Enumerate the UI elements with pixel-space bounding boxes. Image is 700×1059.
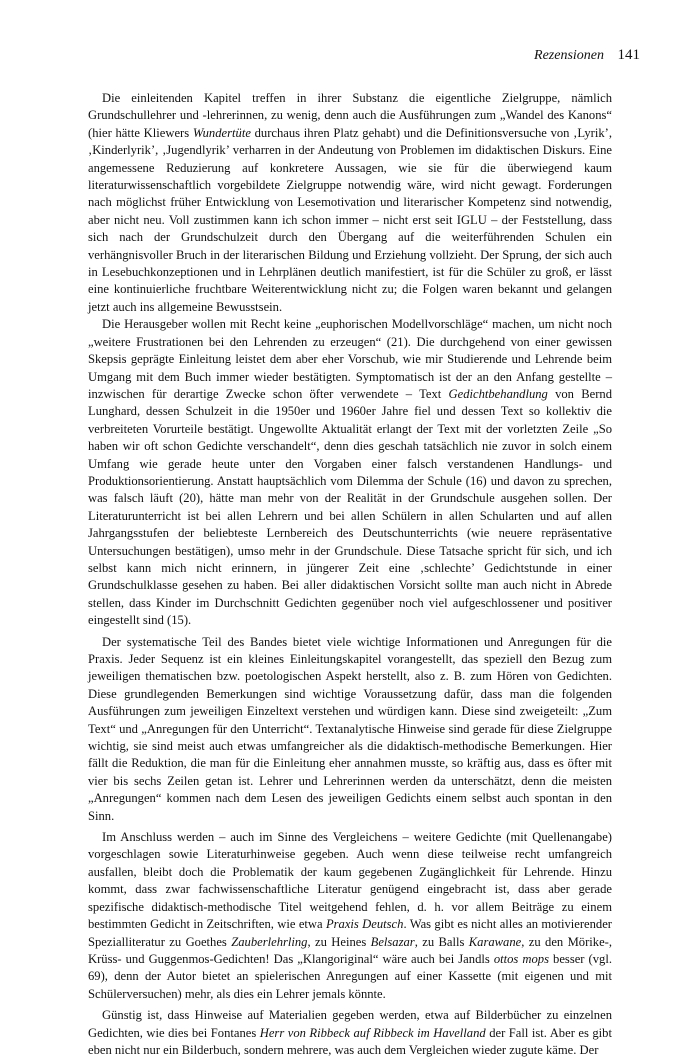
- section-title: Rezensionen: [534, 48, 604, 63]
- italic-title: Karawane: [468, 934, 522, 949]
- text-run: Die einleitenden Kapitel treffen in ihrer Substanz die eigentliche Zielgruppe, nämlich Grundschullehrer und -lehrerinnen, zu wenig, denn auch die Ausführungen zum „Wandel des Kanons“ (hier hätte Kliewers: [88, 91, 612, 140]
- text-run: von Bernd Lunghard, dessen Schulzeit in die 1950er und 1960er Jahre fiel und dessen Text so kollektiv die verbreiteten Vorurteile bestätigt. Ungewollte Aktualität erlangt der Text mit der vorletzten Zeile „So haben wir oft schon Gedichte verschandelt“, denn dies geschah tatsächlich nie zuvor in solch einem Umfang wie gerade heute unter den Vorgaben einer falsch verstandenen Handlungs- und Produktionsorientierung. Anstatt hauptsächlich vom Dilemma der Schule (16) und davon zu sprechen, was falsch läuft (20), hätte man mehr von der Realität in der Grundschule ausgehen sollen. Der Literaturunterricht ist bei allen Lehrern und bei allen Schülern in allen Schularten und auf allen Jahrgangsstufen der beliebteste Lernbereich des Deutschunterrichts (wie neuere repräsentative Untersuchungen bestätigen), umso mehr in der Grundschule. Diese Tatsache spricht für sich, und ich selbst kann mich nicht erinnern, in jüngerer Zeit eine ‚schlechte’ Gedichtstunde in einer Grundschulklasse gesehen zu haben. Bei aller didaktischen Vorsicht sollte man auch nicht in Abrede stellen, dass Kinder im Durchschnitt Gedichten gegenüber noch viel aufgeschlossener und positiver eingestellt sind (15).: [88, 386, 612, 628]
- paragraph: [88, 316, 612, 629]
- text-run: durchaus ihren Platz gehabt) und die Definitionsversuche von ‚Lyrik’, ‚Kinderlyrik’, ‚Jugendlyrik’ verharren in der Andeutung von Problemen im didaktischen Diskurs. Eine angemessene Reduzierung auf konkretere Aussagen, wie sie für die überwiegend kaum literaturwissenschaftlich vorgebildete Zielgruppe notwendig wäre, wird nicht gewagt. Forderungen nach möglichst früher Entwicklung von Lesemotivation und literarischer Kompetenz sind notwendig, aber nicht neu. Voll zustimmen kann ich schon immer – nicht erst seit IGLU – der Feststellung, dass sich nach der Grundschulzeit durch den Übergang auf die weiterführenden Schulen ein verhängnisvoller Bruch in der literarischen Bildung und Erziehung vollzieht. Der Sprung, der sich auch in Lesebuchkonzeptionen und in Lehrplänen deutlich manifestiert, ist für die Schüler zu groß, er lässt eine kontinuierliche fruchtbare Weiterentwicklung nicht zu; die Folgen waren bekannt und gelangen jetzt auch ins allgemeine Bewusstsein.: [88, 125, 612, 314]
- italic-title: ottos mops: [493, 951, 549, 966]
- text-run: Der systematische Teil des Bandes bietet viele wichtige Informationen und Anregungen für die Praxis. Jeder Sequenz ist ein kleines Einleitungskapitel vorangestellt, das speziell den Bezug zum jeweiligen thematischen bzw. poetologischen Aspekt herstellt, also z. B. zum Hören von Gedichten. Diese grundlegenden Bemerkungen sind wichtige Voraussetzung dafür, dass man die folgenden Ausführungen zum jeweiligen Einzeltext verstehen und würdigen kann. Diese sind zweigeteilt: „Zum Text“ und „Anregungen für den Unterricht“. Textanalytische Hinweise sind gerade für diese Zielgruppe wichtig, sie sind meist auch etwas umfangreicher als die didaktisch-methodische Bemerkungen. Hier fällt die Reduktion, die man für die Einleitung eher annahmen musste, so kräftig aus, dass es öfter mit vier bis sechs Zeilen getan ist. Lehrer und Lehrerinnen werden da unterschätzt, denn die meisten „Anregungen“ kommen nach dem Lesen des jeweiligen Gedichts einem selbst auch spontan in den Sinn.: [88, 634, 612, 823]
- text-run: der Fall ist. Aber es gibt eben nicht nur ein Bilderbuch, sondern mehrere, was auch dem Vergleichen wieder zugute käme. Der: [88, 1025, 612, 1057]
- running-head: [534, 46, 640, 65]
- italic-title: Gedichtbehandlung: [448, 386, 548, 401]
- italic-title: Zauberlehrling: [231, 934, 308, 949]
- article-body: [88, 90, 612, 1059]
- text-run: , zu den Mörike-, Krüss- und Guggenmos-Gedichten! Das „Klangoriginal“ wäre auch bei Jandls: [88, 934, 613, 966]
- text-run: , zu Balls: [414, 934, 469, 949]
- paragraph: [88, 90, 612, 316]
- paragraph: [88, 829, 612, 1003]
- italic-title: Praxis Deutsch: [325, 917, 404, 932]
- text-run: Günstig ist, dass Hinweise auf Materialien gegeben werden, etwa auf Bilderbücher zu einzelnen Gedichten, wie dies bei Fontanes: [88, 1008, 612, 1040]
- text-run: , zu Heines: [307, 934, 371, 949]
- page-number: 141: [617, 47, 640, 63]
- italic-title: Wundertüte: [192, 125, 251, 140]
- paragraph: [88, 1007, 612, 1059]
- text-run: Im Anschluss werden – auch im Sinne des Vergleichens – weitere Gedichte (mit Quellenangabe) vorgeschlagen sowie Literaturhinweise gegeben. Auch wenn diese teilweise recht umfangreich ausfallen, bleibt doch die Problematik der kaum gegebenen Zugänglichkeit für Lehrende. Hinzu kommt, dass zwar fachwissenschaftliche Literatur genügend eingebracht ist, dass aber gerade spezifische didaktisch-methodische Titel weitgehend fehlen, d. h. vor allem Beiträge zu einem bestimmten Gedicht in Zeitschriften, wie etwa: [88, 830, 612, 932]
- text-run: Die Herausgeber wollen mit Recht keine „euphorischen Modellvorschläge“ machen, um nicht noch „weitere Frustrationen bei den Lehrenden zu erzeugen“ (21). Die durchgehend von einer gewissen Skepsis geprägte Einleitung leistet dem aber eher Vorschub, wie mir Studierende und Lehrende beim Umgang mit dem Buch immer wieder bestätigten. Symptomatisch ist der an den Anfang gestellte – inzwischen für derartige Zwecke schon öfter verwendete – Text: [88, 317, 612, 401]
- text-run: besser (vgl. 69), denn der Autor bietet an spielerischen Anregungen auf einer Kassette (mit eigenen und mit Schülerversuchen) mehr, als dies ein Lehrer jemals könnte.: [88, 951, 612, 1001]
- italic-title: Herr von Ribbeck auf Ribbeck im Havelland: [259, 1025, 486, 1040]
- italic-title: Belsazar: [370, 934, 415, 949]
- paragraph: [88, 634, 612, 825]
- text-run: . Was gibt es nicht alles an motivierender Spezialliteratur zu Goethes: [88, 917, 612, 949]
